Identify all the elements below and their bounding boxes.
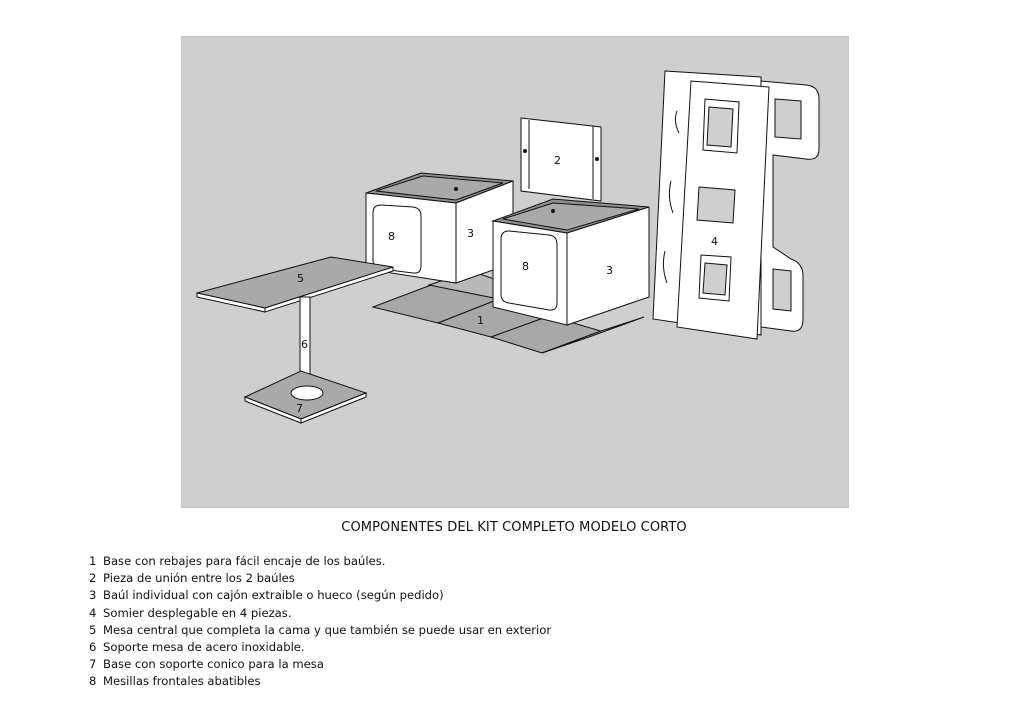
label-union: 2 [554, 154, 561, 167]
figure-caption: COMPONENTES DEL KIT COMPLETO MODELO CORTO [341, 520, 687, 535]
label-base-mesa: 7 [296, 402, 303, 415]
legend-text: Soporte mesa de acero inoxidable. [103, 640, 305, 655]
table-base [245, 371, 366, 423]
label-base: 1 [477, 314, 484, 327]
legend-item [89, 605, 551, 622]
legend-number: 8 [89, 674, 97, 689]
legend-text: Baúl individual con cajón extraible o hueco (según pedido) [103, 588, 444, 603]
kit-drawing [182, 37, 848, 507]
union-piece [521, 118, 601, 201]
legend-text: Base con rebajes para fácil encaje de los baúles. [103, 554, 386, 568]
label-mesilla-left: 8 [388, 230, 395, 243]
legend-number: 7 [89, 657, 97, 672]
legend-item [89, 673, 551, 690]
legend-item [89, 553, 551, 570]
table-top [197, 257, 393, 312]
legend-number: 3 [89, 588, 97, 603]
kit-components-illustration [181, 36, 849, 508]
legend-text: Somier desplegable en 4 piezas. [103, 605, 292, 620]
legend-number: 2 [89, 571, 97, 586]
label-soporte: 6 [301, 338, 308, 351]
legend-text: Mesillas frontales abatibles [103, 674, 261, 689]
legend-text: Pieza de unión entre los 2 baúles [103, 571, 295, 586]
label-baul-left: 3 [467, 227, 474, 240]
label-baul-right: 3 [606, 264, 613, 277]
legend-number: 4 [89, 605, 97, 620]
trunk-right [493, 199, 649, 325]
legend-item [89, 639, 551, 656]
label-mesa: 5 [297, 272, 304, 285]
legend-item [89, 570, 551, 587]
legend-item [89, 656, 551, 673]
legend-item [89, 622, 551, 639]
label-somier: 4 [711, 235, 718, 248]
component-legend [89, 553, 551, 691]
label-mesilla-right: 8 [522, 260, 529, 273]
legend-number: 5 [89, 622, 97, 637]
legend-item [89, 587, 551, 604]
somier-panels [653, 71, 819, 339]
legend-text: Base con soporte conico para la mesa [103, 657, 324, 672]
legend-number: 1 [89, 554, 97, 568]
legend-text: Mesa central que completa la cama y que también se puede usar en exterior [103, 622, 552, 637]
legend-number: 6 [89, 640, 97, 655]
